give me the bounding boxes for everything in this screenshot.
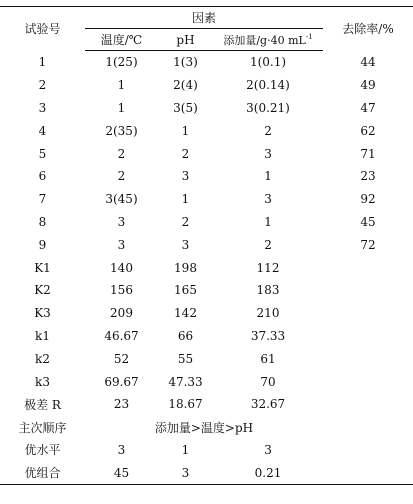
dose-cell: 1 xyxy=(264,169,272,184)
dose-cell: 1(0.1) xyxy=(249,55,287,70)
temperature-cell: 156 xyxy=(110,283,133,298)
row-label: k2 xyxy=(35,351,50,366)
ph-cell: 2 xyxy=(181,146,190,161)
row-label: K2 xyxy=(34,283,51,298)
table-row xyxy=(0,165,413,188)
row-label: 8 xyxy=(38,214,47,229)
temperature-cell: 3 xyxy=(117,214,126,229)
ph-cell: 18.67 xyxy=(168,397,203,412)
temperature-cell: 2 xyxy=(117,169,126,184)
dose-cell: 37.33 xyxy=(250,328,286,343)
header-dose-exponent: -1 xyxy=(305,32,313,41)
removal-rate-cell xyxy=(323,256,413,279)
row-label: 3 xyxy=(38,100,47,115)
ph-cell: 198 xyxy=(174,260,197,275)
table-row xyxy=(0,393,413,416)
removal-rate-cell: 45 xyxy=(360,214,376,229)
ph-cell: 2(4) xyxy=(173,78,198,93)
ph-cell: 3 xyxy=(181,237,190,252)
temperature-cell: 1(25) xyxy=(105,55,138,70)
temperature-cell: 1 xyxy=(117,78,126,93)
temperature-cell: 23 xyxy=(113,397,130,412)
removal-rate-cell: 92 xyxy=(360,192,376,207)
removal-rate-cell xyxy=(323,302,413,325)
dose-cell: 1 xyxy=(264,214,272,229)
dose-cell: 32.67 xyxy=(250,397,286,412)
row-label: 1 xyxy=(38,55,47,70)
row-label: K1 xyxy=(34,260,51,275)
dose-cell: 3(0.21) xyxy=(246,100,290,115)
ph-cell: 47.33 xyxy=(168,374,203,389)
table-row xyxy=(0,416,413,439)
removal-rate-cell: 44 xyxy=(360,55,376,70)
table-row xyxy=(0,211,413,234)
dose-cell: 3 xyxy=(264,192,272,207)
ph-cell: 3(5) xyxy=(173,100,198,115)
temperature-cell: 52 xyxy=(113,351,130,366)
header-temperature: 温度/℃ xyxy=(85,29,158,51)
temperature-cell: 69.67 xyxy=(104,374,139,389)
dose-cell: 2 xyxy=(264,123,272,138)
table-row xyxy=(0,51,413,74)
table-row xyxy=(0,256,413,279)
ph-cell: 1 xyxy=(181,192,190,207)
temperature-cell: 140 xyxy=(110,260,133,275)
removal-rate-cell: 47 xyxy=(360,100,376,115)
temperature-cell: 2(35) xyxy=(105,123,138,138)
table-row xyxy=(0,302,413,325)
temperature-cell: 3(45) xyxy=(105,192,138,207)
factor-order-cell: 添加量>温度>pH xyxy=(154,420,254,435)
temperature-cell: 45 xyxy=(85,461,158,484)
dose-cell: 112 xyxy=(256,260,280,275)
row-label: 4 xyxy=(38,123,47,138)
temperature-cell: 209 xyxy=(110,306,133,321)
removal-rate-cell xyxy=(323,393,413,416)
table-row xyxy=(0,97,413,120)
row-label: 主次顺序 xyxy=(18,420,67,435)
dose-cell: 70 xyxy=(260,374,276,389)
table-row xyxy=(0,233,413,256)
ph-cell: 142 xyxy=(174,306,197,321)
table-row xyxy=(0,347,413,370)
ph-cell: 55 xyxy=(177,351,194,366)
removal-rate-cell xyxy=(323,279,413,302)
dose-cell: 2 xyxy=(264,237,272,252)
dose-cell: 2(0.14) xyxy=(246,78,290,93)
ph-cell: 66 xyxy=(177,328,194,343)
header-dose-label: 添加量/g·40 mL xyxy=(223,33,306,47)
row-label: 6 xyxy=(38,169,47,184)
ph-cell: 3 xyxy=(181,169,190,184)
dose-cell: 61 xyxy=(260,351,276,366)
row-label: k1 xyxy=(35,328,50,343)
row-label: 2 xyxy=(38,78,47,93)
orthogonal-test-table xyxy=(0,6,413,485)
table-row xyxy=(0,74,413,97)
removal-rate-cell xyxy=(323,370,413,393)
row-label: 优组合 xyxy=(0,461,85,484)
header-ph: pH xyxy=(158,29,213,51)
removal-rate-cell: 23 xyxy=(360,169,376,184)
row-label: 7 xyxy=(38,192,47,207)
table-header xyxy=(0,7,413,51)
header-trial-number: 试验号 xyxy=(0,7,85,51)
table-body xyxy=(0,51,413,485)
removal-rate-cell: 71 xyxy=(360,146,376,161)
removal-rate-cell xyxy=(323,325,413,348)
table-row xyxy=(0,439,413,462)
removal-rate-cell: 72 xyxy=(360,237,376,252)
dose-cell: 210 xyxy=(256,306,280,321)
ph-cell: 1(3) xyxy=(173,55,198,70)
temperature-cell: 2 xyxy=(117,146,126,161)
table-row xyxy=(0,279,413,302)
table-row xyxy=(0,119,413,142)
row-label: 9 xyxy=(38,237,47,252)
dose-cell: 183 xyxy=(256,283,280,298)
header-dose xyxy=(213,29,323,51)
table-row xyxy=(0,370,413,393)
temperature-cell: 3 xyxy=(117,237,126,252)
removal-rate-cell: 49 xyxy=(360,78,376,93)
temperature-cell: 46.67 xyxy=(104,328,139,343)
table-row xyxy=(0,325,413,348)
ph-cell: 3 xyxy=(158,461,213,484)
removal-rate-cell xyxy=(323,347,413,370)
ph-cell: 1 xyxy=(181,442,190,457)
removal-rate-cell xyxy=(323,461,413,484)
dose-cell: 3 xyxy=(264,146,272,161)
removal-rate-cell: 62 xyxy=(360,123,376,138)
table-row xyxy=(0,188,413,211)
row-label: 优水平 xyxy=(24,443,61,458)
dose-cell: 3 xyxy=(264,442,272,457)
temperature-cell: 3 xyxy=(117,442,126,457)
ph-cell: 2 xyxy=(181,214,190,229)
table-row xyxy=(0,142,413,165)
ph-cell: 165 xyxy=(174,283,197,298)
temperature-cell: 1 xyxy=(117,100,126,115)
row-label: 5 xyxy=(38,146,47,161)
ph-cell: 1 xyxy=(181,123,190,138)
dose-cell: 0.21 xyxy=(213,461,323,484)
row-label: 极差 R xyxy=(24,397,61,412)
header-removal-rate: 去除率/% xyxy=(323,7,413,51)
header-factor: 因素 xyxy=(85,7,323,29)
removal-rate-cell xyxy=(323,439,413,462)
row-label: k3 xyxy=(35,374,50,389)
table-row xyxy=(0,461,413,484)
removal-rate-cell xyxy=(323,416,413,439)
row-label: K3 xyxy=(34,306,51,321)
